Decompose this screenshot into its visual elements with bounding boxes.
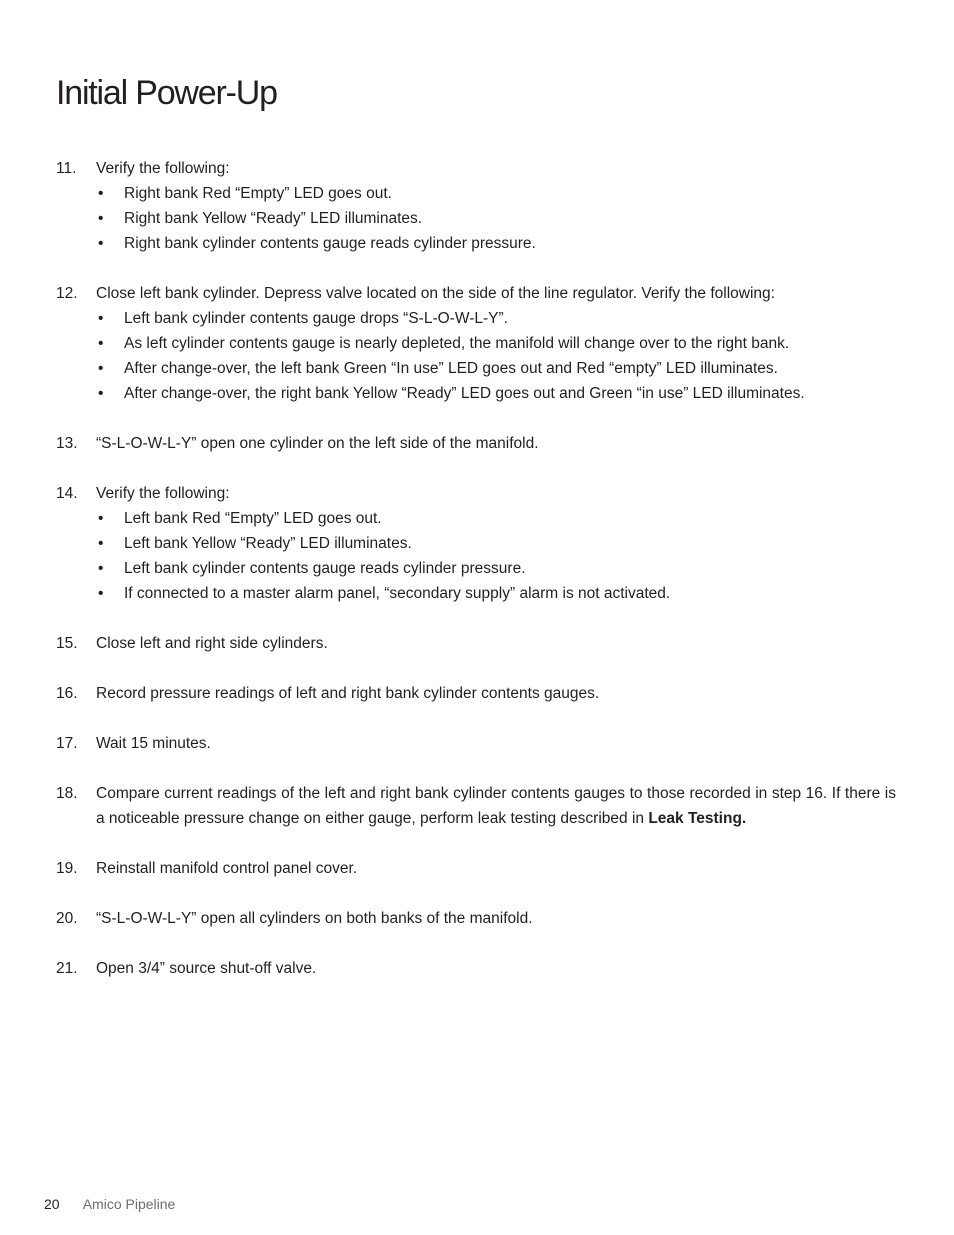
bullet-icon: • <box>98 510 104 527</box>
step-text: Close left and right side cylinders. <box>96 635 328 652</box>
step-text: Close left bank cylinder. Depress valve located on the side of the line regulator. Verify the following: <box>96 285 775 302</box>
step-number: 20. <box>56 910 78 927</box>
bullet-item: • Right bank Yellow “Ready” LED illuminates. <box>96 206 896 231</box>
step-14 <box>56 481 896 606</box>
step-text: Compare current readings of the left and right bank cylinder contents gauges to those recorded in step 16. If there is a noticeable pressure change on either gauge, perform leak testing described in <box>96 785 896 827</box>
bullet-item: • After change-over, the left bank Green “In use” LED goes out and Red “empty” LED illuminates. <box>96 356 896 381</box>
step-text: “S-L-O-W-L-Y” open all cylinders on both banks of the manifold. <box>96 910 533 927</box>
steps-list <box>56 156 896 1006</box>
step-text: Reinstall manifold control panel cover. <box>96 860 358 877</box>
page-footer <box>44 1196 175 1212</box>
step-number: 17. <box>56 735 78 752</box>
step-number: 16. <box>56 685 78 702</box>
step-text: Record pressure readings of left and right bank cylinder contents gauges. <box>96 685 600 702</box>
step-12 <box>56 281 896 406</box>
step-text: “S-L-O-W-L-Y” open one cylinder on the left side of the manifold. <box>96 435 539 452</box>
leak-testing-reference: Leak Testing. <box>648 810 747 827</box>
step-16 <box>56 681 896 706</box>
step-text: Verify the following: <box>96 160 230 177</box>
bullet-item: • If connected to a master alarm panel, “secondary supply” alarm is not activated. <box>96 581 896 606</box>
step-number: 14. <box>56 485 78 502</box>
step-number: 15. <box>56 635 78 652</box>
step-11 <box>56 156 896 256</box>
step-text-container <box>96 781 896 831</box>
bullet-icon: • <box>98 210 104 227</box>
step-text: Verify the following: <box>96 485 230 502</box>
step-number: 12. <box>56 285 78 302</box>
bullet-item: • Left bank Yellow “Ready” LED illuminates. <box>96 531 896 556</box>
step-number: 18. <box>56 785 78 802</box>
step-20 <box>56 906 896 931</box>
step-number: 19. <box>56 860 78 877</box>
bullet-item: • Right bank cylinder contents gauge reads cylinder pressure. <box>96 231 896 256</box>
bullet-icon: • <box>98 360 104 377</box>
bullet-icon: • <box>98 585 104 602</box>
step-18 <box>56 781 896 831</box>
bullet-icon: • <box>98 535 104 552</box>
step-15 <box>56 631 896 656</box>
bullet-item: • After change-over, the right bank Yellow “Ready” LED goes out and Green “in use” LED illuminates. <box>96 381 896 406</box>
page-number: 20 <box>44 1196 60 1212</box>
bullet-icon: • <box>98 310 104 327</box>
step-19 <box>56 856 896 881</box>
bullet-item: • As left cylinder contents gauge is nearly depleted, the manifold will change over to the right bank. <box>96 331 896 356</box>
step-number: 13. <box>56 435 78 452</box>
step-number: 21. <box>56 960 78 977</box>
step-17 <box>56 731 896 756</box>
step-number: 11. <box>56 160 77 177</box>
bullet-list <box>96 306 896 406</box>
bullet-item: • Right bank Red “Empty” LED goes out. <box>96 181 896 206</box>
bullet-item: • Left bank cylinder contents gauge drops “S-L-O-W-L-Y”. <box>96 306 896 331</box>
bullet-item: • Left bank cylinder contents gauge reads cylinder pressure. <box>96 556 896 581</box>
bullet-list <box>96 181 896 256</box>
bullet-icon: • <box>98 560 104 577</box>
step-text: Open 3/4” source shut-off valve. <box>96 960 317 977</box>
bullet-item: • Left bank Red “Empty” LED goes out. <box>96 506 896 531</box>
bullet-list <box>96 506 896 606</box>
step-21 <box>56 956 896 981</box>
bullet-icon: • <box>98 385 104 402</box>
page-title: Initial Power-Up <box>56 74 277 112</box>
bullet-icon: • <box>98 185 104 202</box>
bullet-icon: • <box>98 235 104 252</box>
bullet-icon: • <box>98 335 104 352</box>
publication-name: Amico Pipeline <box>82 1196 176 1212</box>
step-text: Wait 15 minutes. <box>96 735 211 752</box>
step-13 <box>56 431 896 456</box>
